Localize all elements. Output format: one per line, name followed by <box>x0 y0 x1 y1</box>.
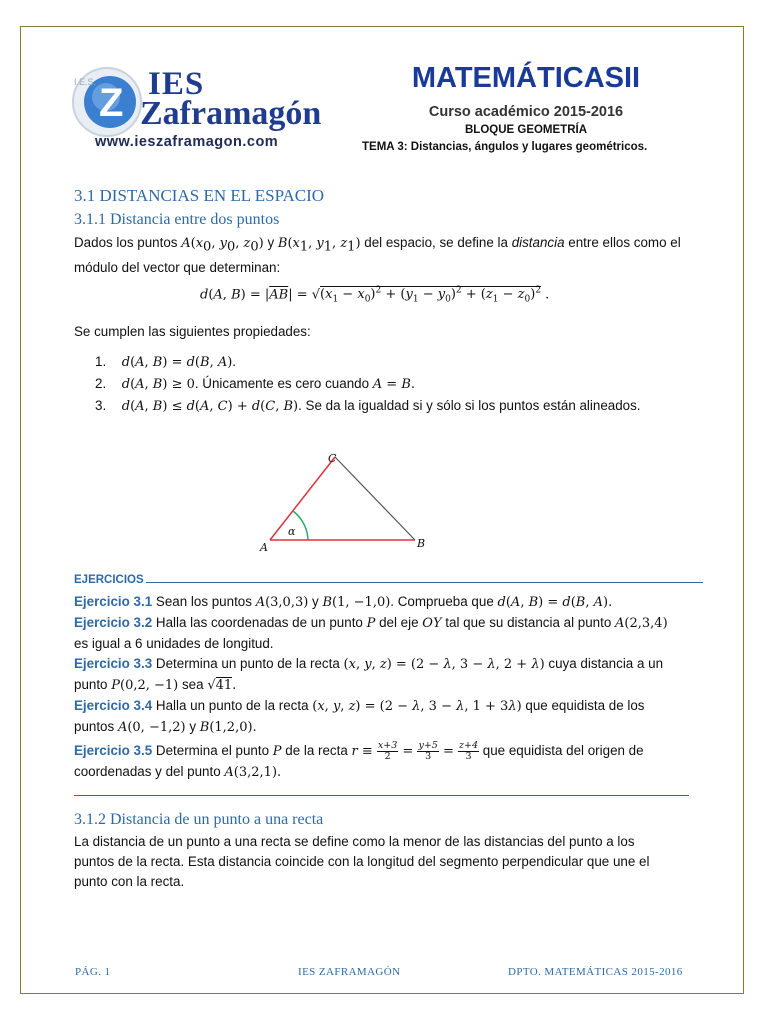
exercise-3-2: Ejercicio 3.2 Halla las coordenadas de un punto P del eje OY tal que su distancia al punto A(2,3,4) es igual a 6 unidades de longitud. <box>74 615 668 651</box>
footer-page-number: PÁG. 1 <box>75 966 111 978</box>
property-3: 3. d(A, B) ≤ d(A, C) + d(C, B). Se da la igualdad si y sólo si los puntos están alineados. <box>95 398 641 414</box>
vertex-a-label: A <box>260 541 268 554</box>
exercise-3-1: Ejercicio 3.1 Sean los puntos A(3,0,3) y B(1, −1,0). Comprueba que d(A, B) = d(B, A). <box>74 594 613 610</box>
logo-ring-text: I.E.S. <box>74 77 97 87</box>
topic-name: TEMA 3: Distancias, ángulos y lugares geométricos. <box>362 141 648 153</box>
footer-department: DPTO. MATEMÁTICAS 2015-2016 <box>508 966 683 978</box>
logo-school-name: Zaframagón <box>140 95 322 132</box>
exercises-heading: EJERCICIOS <box>74 574 703 586</box>
triangle-figure <box>250 445 450 557</box>
property-2: 2. d(A, B) ≥ 0. Únicamente es cero cuando A = B. <box>95 376 416 392</box>
properties-intro: Se cumplen las siguientes propiedades: <box>74 324 311 339</box>
exercise-3-3: Ejercicio 3.3 Determina un punto de la recta (x, y, z) = (2 − λ, 3 − λ, 2 + λ) cuya distancia a un punto P(0,2, −1) sea √41. <box>74 656 664 693</box>
vertex-b-label: B <box>417 537 426 550</box>
logo-ies-text: IES <box>148 66 205 102</box>
logo-url: www.ieszaframagon.com <box>95 134 279 150</box>
segment-ac <box>270 457 335 540</box>
exercise-3-4: Ejercicio 3.4 Halla un punto de la recta (x, y, z) = (2 − λ, 3 − λ, 1 + 3λ) que equidista de los puntos A(0, −1,2) y B(1,2,0). <box>74 698 645 735</box>
exercise-3-5: Ejercicio 3.5 Determina el punto P de la recta r ≡ $\frac{x+3}{2}$ = $\frac{y+5}{3}$ = $\frac{z+4}{3}$ que equidista del origen de coordenadas y del punto A(3,2,1). <box>74 740 644 781</box>
subsection-title-1: 3.1.1 Distancia entre dos puntos <box>74 211 280 228</box>
vertex-c-label: C <box>328 452 337 465</box>
block-name: BLOQUE GEOMETRÍA <box>464 124 588 136</box>
intro-paragraph: Dados los puntos $A(x_0$, $y_0$, $z_0$) y $B(x_1$, $y_1$, $z_1$) del espacio, se define la distancia entre ellos como el módulo del vector que determinan: <box>74 235 681 275</box>
property-1: 1. d(A, B) = d(B, A). <box>95 354 237 370</box>
distance-formula: d(A, $B) = |\overline{AB}| = √(x_1 - x_0)^2 + (y_1 - y_0)^2 + (z_1 - z_0)^2$ . <box>200 286 550 305</box>
footer-school: IES ZAFRAMAGÓN <box>298 966 401 978</box>
document-title: MATEMÁTICASII <box>411 62 641 94</box>
subsection-title-2: 3.1.2 Distancia de un punto a una recta <box>74 811 324 828</box>
exercises-end-rule <box>74 795 689 796</box>
subsection-2-paragraph: La distancia de un punto a una recta se define como la menor de las distancias del punto a los puntos de la recta. Esta distancia coincide con la longitud del segmento perpendicular que une el punto con la recta. <box>74 834 650 889</box>
section-title: 3.1 DISTANCIAS EN EL ESPACIO <box>74 186 325 205</box>
svg-text:Z: Z <box>99 81 124 125</box>
angle-alpha-label: α <box>288 525 296 538</box>
course-year: Curso académico 2015-2016 <box>428 104 624 120</box>
segment-cb <box>335 457 415 540</box>
